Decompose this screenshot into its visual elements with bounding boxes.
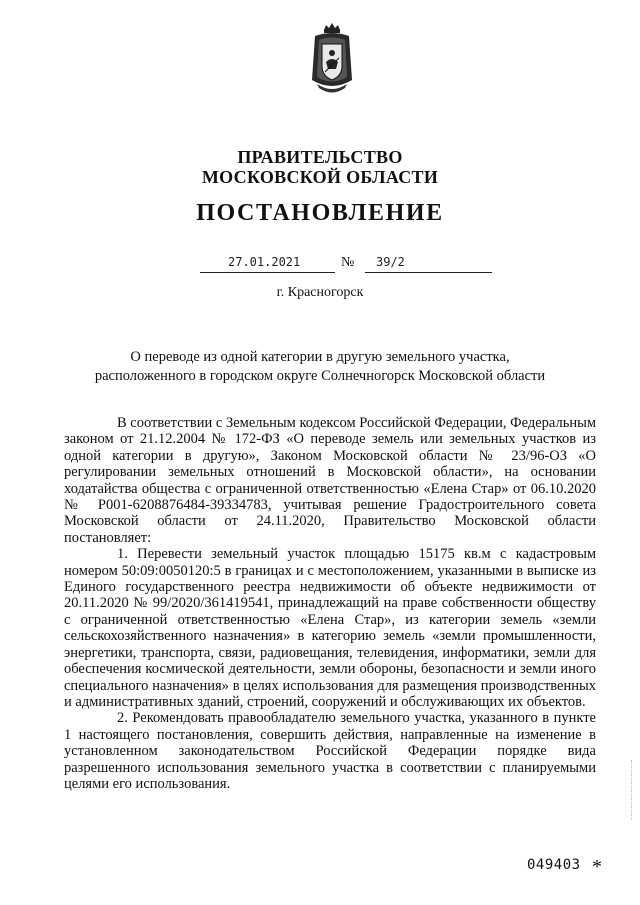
number-underline (365, 272, 492, 273)
star-mark: * (592, 856, 602, 878)
body-paragraph-item-2: 2. Рекомендовать правообладателю земельного участка, указанного в пункте 1 настоящего постановления, совершить действия, направленные на изменение в установленном законодательством Российской Федерации порядке вида разрешенного использования земельного участка в соответствии с планируемыми целями его использования. (64, 710, 596, 792)
document-type-title: ПОСТАНОВЛЕНИЕ (196, 200, 444, 226)
number-sign: № (341, 255, 355, 270)
body-paragraph-item-1: 1. Перевести земельный участок площадью 15175 кв.м с кадастровым номером 50:09:0050120:5 в границах и с местоположением, указанными в выписке из Единого государственного реестра недвижимости об объекте недвижимости от 20.11.2020 № 99/2020/361419541, принадлежащий на праве собственности обществу с ограниченной ответственностью «Елена Стар», из категории земель «земли сельскохозяйственного назначения» в категорию земель «земли промышленности, энергетики, транспорта, связи, радиовещания, телевидения, информатики, земли для обеспечения космической деятельности, земли обороны, безопасности и земли иного специального назначения» в целях использования для размещения производственных и административных зданий, строений, сооружений и обслуживающих их объектов. (64, 546, 596, 710)
coat-of-arms-emblem (309, 22, 355, 98)
date-number-line (200, 255, 492, 275)
issue-city: г. Красногорск (276, 285, 364, 300)
document-date: 27.01.2021 (228, 255, 301, 269)
subject-line2: расположенного в городском округе Солнечногорск Московской области (94, 368, 546, 384)
subject-line1: О переводе из одной категории в другую земельного участка, (130, 349, 510, 365)
date-underline (200, 272, 335, 273)
government-title-line1: ПРАВИТЕЛЬСТВО (237, 147, 403, 167)
government-title-line2: МОСКОВСКОЙ ОБЛАСТИ (201, 167, 439, 187)
document-body (64, 415, 596, 792)
serial-number: 049403 (527, 857, 581, 873)
body-paragraph-preamble: В соответствии с Земельным кодексом Российской Федерации, Федеральным законом от 21.12.2004 № 172-ФЗ «О переводе земель или земельных участков из одной категории в другую», Законом Московской области № 23/96-ОЗ «О регулировании земельных отношений в Московской области», на основании ходатайства общества с ограниченной ответственностью «Елена Стар» от 06.10.2020 № Р001-6208876484-39334783, учитывая решение Градостроительного совета Московской области от 24.11.2020, Правительство Московской области постановляет: (64, 415, 596, 546)
margin-scan-mark (631, 760, 633, 820)
document-number: 39/2 (376, 255, 405, 269)
